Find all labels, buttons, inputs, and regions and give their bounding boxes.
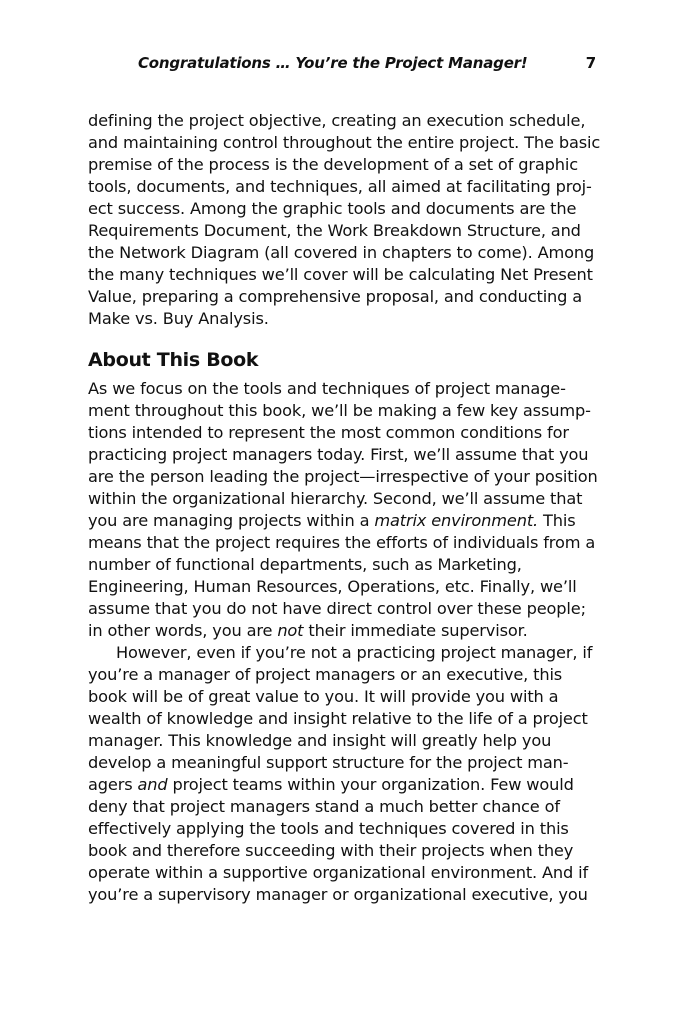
text-line: effectively applying the tools and techniques covered in this	[88, 819, 569, 838]
body-text	[88, 110, 601, 906]
emphasis-text: and	[137, 775, 168, 794]
running-head-title: Congratulations … You’re the Project Manager!	[138, 54, 528, 72]
text-span: project teams within your organization. Few would	[167, 775, 574, 794]
text-line: Make vs. Buy Analysis.	[88, 309, 269, 328]
running-head	[138, 54, 598, 76]
text-line: defining the project objective, creating an execution schedule,	[88, 111, 586, 130]
text-line: Engineering, Human Resources, Operations, etc. Finally, we’ll	[88, 577, 577, 596]
text-line: tions intended to represent the most common conditions for	[88, 423, 569, 442]
text-line: Value, preparing a comprehensive proposal, and conducting a	[88, 287, 583, 306]
text-span: This	[538, 511, 576, 530]
text-line	[88, 510, 598, 532]
text-span: their immediate supervisor.	[303, 621, 528, 640]
text-line	[88, 774, 598, 796]
text-line: Requirements Document, the Work Breakdown Structure, and	[88, 221, 581, 240]
text-line: practicing project managers today. First, we’ll assume that you	[88, 445, 589, 464]
text-span: you are managing projects within a	[88, 511, 375, 530]
text-line: operate within a supportive organizational environment. And if	[88, 863, 589, 882]
text-line: As we focus on the tools and techniques of project manage-	[88, 379, 566, 398]
page-number: 7	[585, 54, 596, 72]
text-line: ect success. Among the graphic tools and documents are the	[88, 199, 577, 218]
paragraph-2	[88, 378, 598, 642]
text-line: develop a meaningful support structure for the project man-	[88, 753, 569, 772]
paragraph-1	[88, 110, 601, 330]
text-line: assume that you do not have direct control over these people;	[88, 599, 586, 618]
text-line: ment throughout this book, we’ll be making a few key assump-	[88, 401, 591, 420]
text-span: agers	[88, 775, 138, 794]
text-line: book will be of great value to you. It will provide you with a	[88, 687, 559, 706]
text-span: in other words, you are	[88, 621, 278, 640]
text-line: However, even if you’re not a practicing project manager, if	[116, 643, 593, 662]
emphasis-text: not	[277, 621, 304, 640]
text-line: premise of the process is the development of a set of graphic	[88, 155, 578, 174]
emphasis-text: matrix environment.	[374, 511, 539, 530]
text-line	[88, 620, 598, 642]
text-line: wealth of knowledge and insight relative to the life of a project	[88, 709, 588, 728]
text-line: within the organizational hierarchy. Second, we’ll assume that	[88, 489, 583, 508]
text-line: and maintaining control throughout the entire project. The basic	[88, 133, 601, 152]
text-line: tools, documents, and techniques, all aimed at facilitating proj-	[88, 177, 592, 196]
paragraph-3	[88, 642, 598, 906]
section-heading: About This Book	[88, 349, 259, 371]
text-line: the Network Diagram (all covered in chapters to come). Among	[88, 243, 595, 262]
text-line: you’re a supervisory manager or organizational executive, you	[88, 885, 588, 904]
text-line: are the person leading the project—irrespective of your position	[88, 467, 598, 486]
text-line: number of functional departments, such as Marketing,	[88, 555, 522, 574]
text-line: book and therefore succeeding with their projects when they	[88, 841, 574, 860]
text-line: manager. This knowledge and insight will greatly help you	[88, 731, 552, 750]
text-line: the many techniques we’ll cover will be calculating Net Present	[88, 265, 593, 284]
text-line: you’re a manager of project managers or an executive, this	[88, 665, 563, 684]
text-line: deny that project managers stand a much better chance of	[88, 797, 560, 816]
text-line: means that the project requires the efforts of individuals from a	[88, 533, 596, 552]
